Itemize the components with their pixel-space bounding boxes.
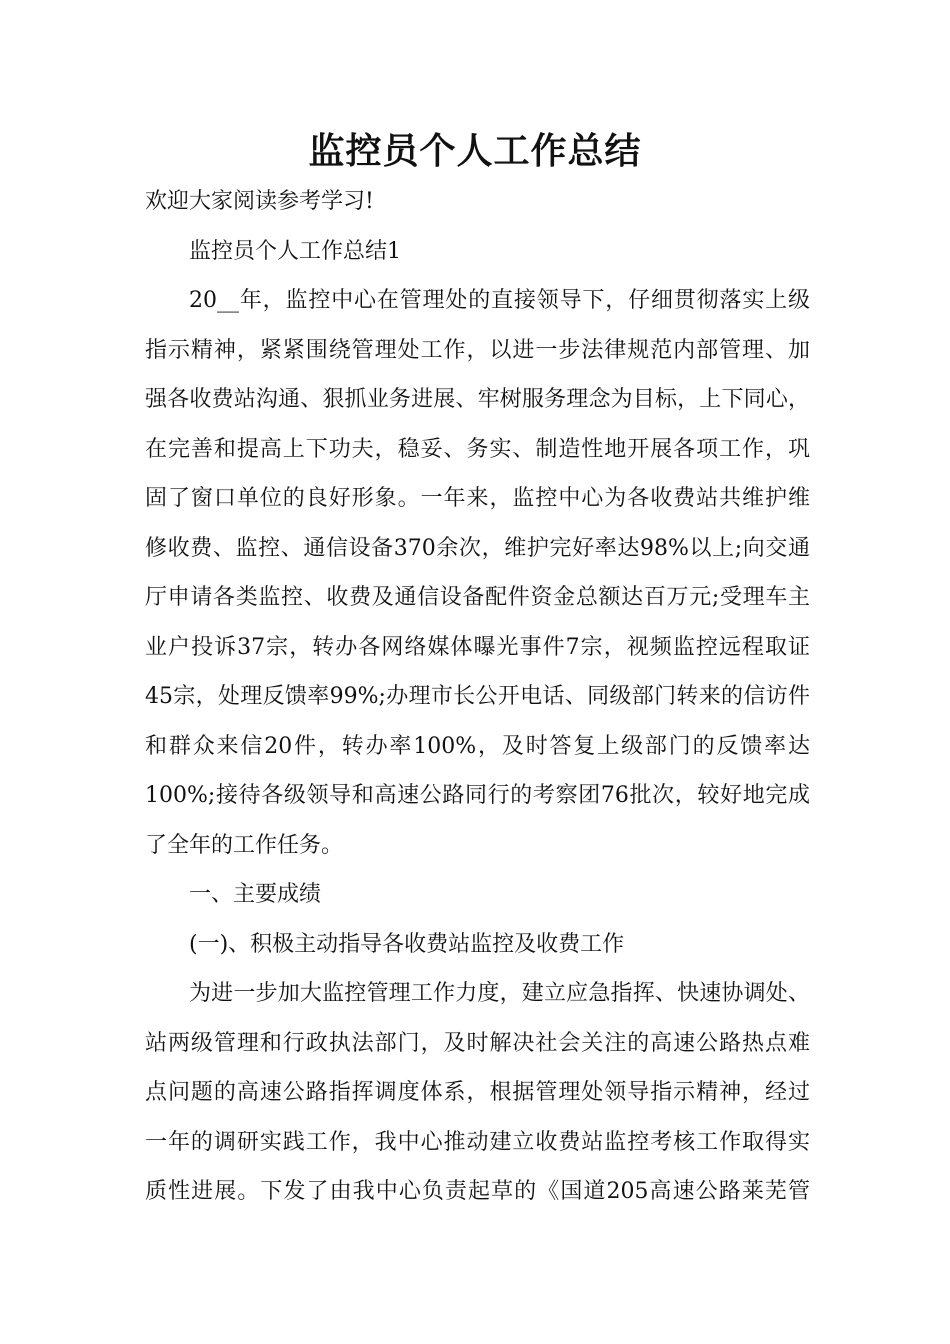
subtitle-line (145, 227, 810, 277)
greeting-text: 欢迎大家阅读参考学习! (145, 189, 374, 214)
paragraph-2-line: 站两级管理和行政执法部门，及时解决社会关注的高速公路热点难 (145, 1030, 810, 1056)
paragraph-1-line: 45宗，处理反馈率99%;办理市长公开电话、同级部门转来的信访件 (145, 684, 810, 709)
paragraph-1-line: 了全年的工作任务。 (145, 832, 344, 858)
paragraph-1-line: 强各收费站沟通、狠抓业务进展、牢树服务理念为目标，上下同心， (145, 387, 810, 412)
greeting-line (145, 177, 810, 227)
paragraph-2-line: 质性进展。下发了由我中心负责起草的《国道205高速公路莱芜管 (145, 1179, 810, 1204)
section-1-heading-text: 一、主要成绩 (189, 882, 322, 907)
paragraph-1-line: 在完善和提高上下功夫，稳妥、务实、制造性地开展各项工作，巩 (145, 436, 810, 462)
paragraph-1-line: 修收费、监控、通信设备370余次，维护完好率达98%以上;向交通 (145, 535, 810, 561)
paragraph-2-line: 一年的调研实践工作，我中心推动建立收费站监控考核工作取得实 (145, 1129, 810, 1155)
paragraph-1-line: 业户投诉37宗，转办各网络媒体曝光事件7宗，视频监控远程取证 (145, 634, 810, 660)
paragraph-1-line: 20__年，监控中心在管理处的直接领导下，仔细贯彻落实上级 (189, 288, 810, 313)
subtitle-text: 监控员个人工作总结1 (189, 238, 401, 264)
paragraph-1-line: 厅申请各类监控、收费及通信设备配件资金总额达百万元;受理车主 (145, 585, 810, 610)
subsection-1-heading-text: (一)、积极主动指导各收费站监控及收费工作 (189, 931, 625, 957)
paragraph-2 (145, 969, 810, 1217)
document-title: 监控员个人工作总结 (308, 131, 642, 172)
paragraph-1-line: 100%;接待各级领导和高速公路同行的考察团76批次，较好地完成 (145, 783, 810, 808)
section-1-heading (145, 870, 810, 920)
paragraph-1-line: 指示精神，紧紧围绕管理处工作，以进一步法律规范内部管理、加 (145, 337, 810, 363)
subsection-1-heading (145, 920, 810, 970)
paragraph-2-line: 为进一步加大监控管理工作力度，建立应急指挥、快速协调处、 (189, 981, 810, 1006)
paragraph-1-line: 和群众来信20件，转办率100%，及时答复上级部门的反馈率达 (145, 733, 810, 759)
paragraph-1 (145, 276, 810, 870)
paragraph-1-line: 固了窗口单位的良好形象。一年来，监控中心为各收费站共维护维 (145, 486, 810, 511)
paragraph-2-line: 点问题的高速公路指挥调度体系，根据管理处领导指示精神，经过 (145, 1080, 810, 1105)
document-body (145, 177, 810, 1217)
